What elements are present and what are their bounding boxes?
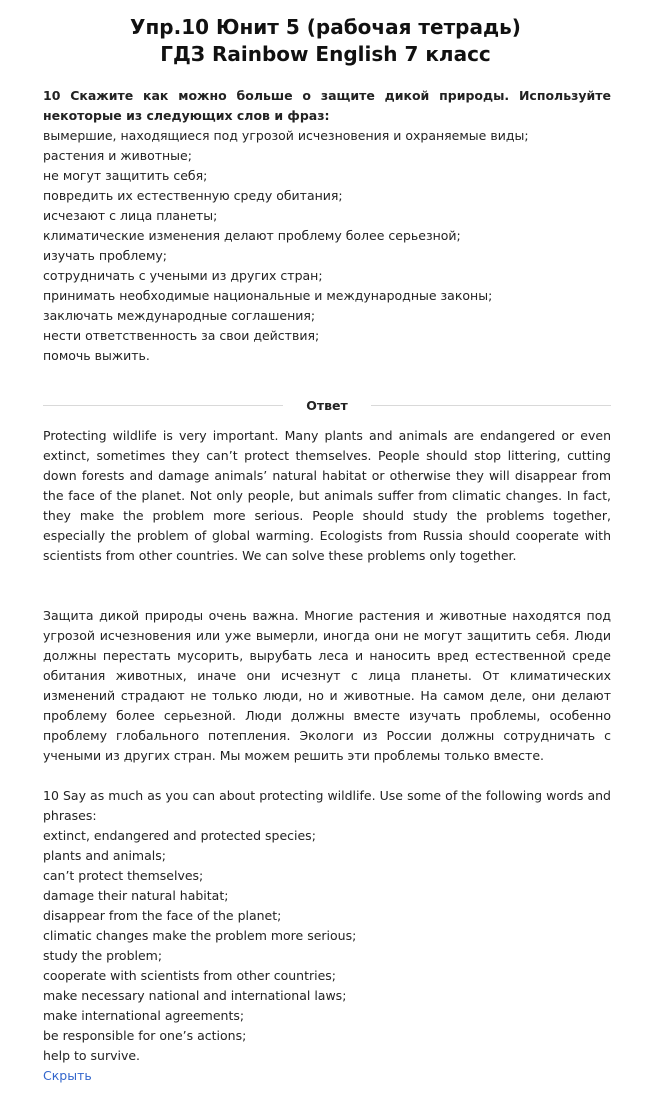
answer-heading: Ответ — [306, 398, 348, 413]
task-instruction: 10 Скажите как можно больше о защите дикой природы. Используйте некоторые из следующих слов и фраз: — [43, 88, 611, 123]
translation-item: damage their natural habitat; — [43, 888, 229, 903]
task-item: нести ответственность за свои действия; — [43, 328, 320, 343]
divider-line-right — [371, 405, 611, 406]
task-item: растения и животные; — [43, 148, 192, 163]
translation-item: help to survive. — [43, 1048, 141, 1063]
translation-item: plants and animals; — [43, 848, 166, 863]
task-item: принимать необходимые национальные и международные законы; — [43, 288, 493, 303]
task-item: исчезают с лица планеты; — [43, 208, 218, 223]
task-item: заключать международные соглашения; — [43, 308, 316, 323]
translation-item: disappear from the face of the planet; — [43, 908, 282, 923]
task-item: не могут защитить себя; — [43, 168, 208, 183]
answer-english-paragraph: Protecting wildlife is very important. Many plants and animals are endangered or even extinct, sometimes they can’t protect themselves. People should stop littering, cutting down forests and damage animals’ natural habitat or otherwise they will disappear from the face of the planet. Not only people, but animals suffer from climatic changes. In fact, they make the problem more serious. People should study the problems together, especially the problem of global warming. Ecologists from Russia should cooperate with scientists from other countries. We can solve these problems only together. — [43, 428, 611, 563]
page-title-line-1: Упр.10 Юнит 5 (рабочая тетрадь) — [130, 15, 521, 39]
translation-item: extinct, endangered and protected species; — [43, 828, 316, 843]
task-item: вымершие, находящиеся под угрозой исчезновения и охраняемые виды; — [43, 128, 529, 143]
translation-item: make necessary national and international laws; — [43, 988, 347, 1003]
translation-block — [43, 786, 611, 1066]
task-item: сотрудничать с учеными из других стран; — [43, 268, 323, 283]
page-title — [0, 14, 651, 68]
task-item: климатические изменения делают проблему более серьезной; — [43, 228, 461, 243]
translation-item: can’t protect themselves; — [43, 868, 204, 883]
task-block — [43, 86, 611, 366]
answer-divider — [43, 396, 611, 416]
translation-item: study the problem; — [43, 948, 163, 963]
hide-link[interactable]: Скрыть — [43, 1068, 92, 1083]
translation-item: climatic changes make the problem more serious; — [43, 928, 357, 943]
translation-instruction: 10 Say as much as you can about protecting wildlife. Use some of the following words and phrases: — [43, 788, 611, 823]
translation-item: cooperate with scientists from other countries; — [43, 968, 337, 983]
task-item: помочь выжить. — [43, 348, 150, 363]
translation-item: make international agreements; — [43, 1008, 245, 1023]
task-item: изучать проблему; — [43, 248, 168, 263]
answer-russian-paragraph: Защита дикой природы очень важна. Многие растения и животные находятся под угрозой исчезновения или уже вымерли, иногда они не могут защитить себя. Люди должны перестать мусорить, вырубать леса и наносить вред естественной среде обитания животных, иначе они исчезнут с лица планеты. От климатических изменений страдают не только люди, но и животные. На самом деле, они делают проблему более серьезной. Люди должны вместе изучать проблемы, особенно проблему глобального потепления. Экологи из России должны сотрудничать с учеными из других стран. Мы можем решить эти проблемы только вместе. — [43, 608, 611, 763]
task-item: повредить их естественную среду обитания; — [43, 188, 343, 203]
translation-item: be responsible for one’s actions; — [43, 1028, 247, 1043]
page-title-line-2: ГДЗ Rainbow English 7 класс — [160, 42, 491, 66]
